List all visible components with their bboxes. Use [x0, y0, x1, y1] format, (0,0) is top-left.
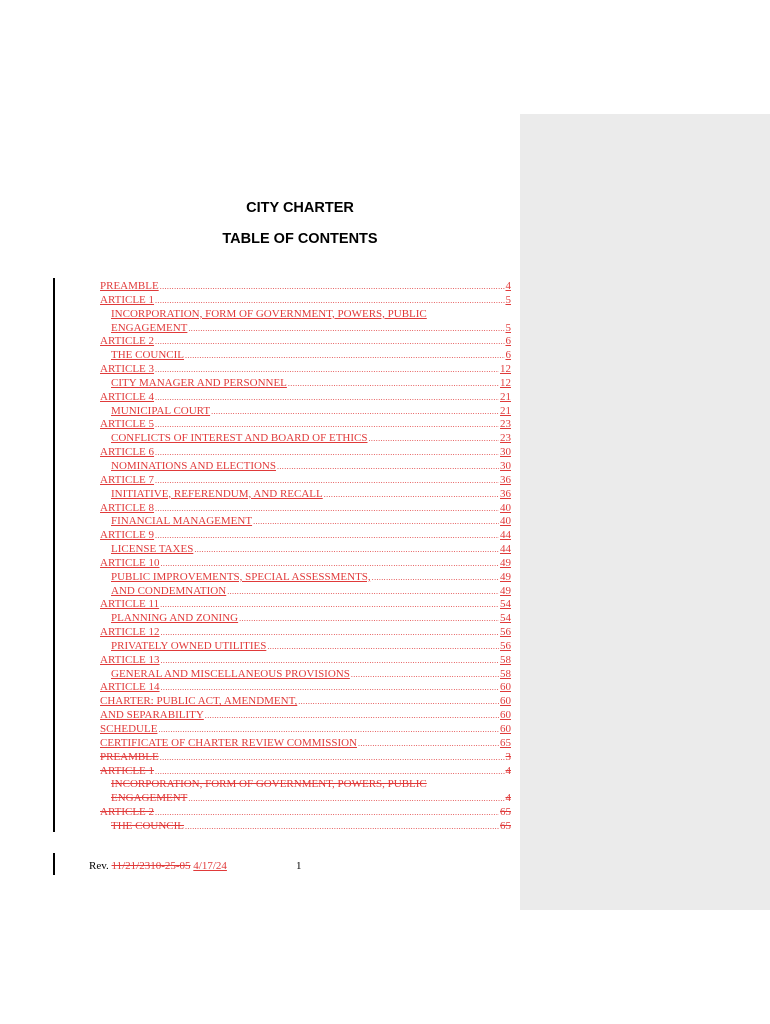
toc-entry-label: SCHEDULE	[100, 723, 158, 735]
toc-entry-page: 21	[500, 390, 511, 403]
toc-leader-dots	[155, 529, 499, 543]
toc-entry-page: 44	[500, 543, 511, 556]
toc-entry-label: ENGAGEMENT	[111, 321, 188, 334]
toc-entry-label: ARTICLE 6	[100, 446, 155, 459]
toc-entry[interactable]	[100, 488, 511, 502]
toc-leader-dots	[160, 751, 505, 765]
toc-entry-label: PREAMBLE	[100, 750, 159, 763]
toc-entry-page: 49	[500, 556, 511, 569]
toc-leader-dots	[205, 709, 499, 723]
toc-entry-page: 58	[500, 667, 511, 680]
change-bar	[53, 278, 55, 832]
toc-entry-page: 6	[505, 335, 511, 348]
toc-entry-label: CERTIFICATE OF CHARTER REVIEW COMMISSION	[100, 736, 357, 749]
toc-entry-label: INITIATIVE, REFERENDUM, AND RECALL	[111, 487, 323, 500]
toc-entry[interactable]	[100, 654, 511, 668]
comment-pane	[520, 114, 770, 910]
toc-entry-label: CITY MANAGER AND PERSONNEL	[111, 376, 287, 389]
toc-leader-dots	[155, 294, 504, 308]
footer-change-bar	[53, 853, 55, 875]
toc-entry-label: THE COUNCIL	[111, 349, 185, 362]
toc-leader-dots	[155, 446, 499, 460]
toc-entry[interactable]	[100, 751, 511, 765]
toc-entry-page: 60	[500, 709, 511, 722]
toc-leader-dots	[155, 474, 499, 488]
toc-entry-page: 23	[500, 418, 511, 431]
toc-entry-label: ARTICLE 2	[100, 335, 155, 348]
footer-revision	[89, 860, 227, 872]
toc-entry-label: ARTICLE 9	[100, 529, 155, 542]
toc-leader-dots	[253, 515, 499, 529]
toc-entry[interactable]	[100, 335, 511, 349]
toc-entry[interactable]	[100, 460, 511, 474]
toc-leader-dots	[155, 418, 499, 432]
toc-entry[interactable]	[100, 723, 511, 737]
toc-leader-dots	[160, 280, 505, 294]
toc-entry-label: GENERAL AND MISCELLANEOUS PROVISIONS	[111, 667, 350, 680]
toc-leader-dots	[324, 488, 499, 502]
toc-leader-dots	[155, 765, 504, 779]
toc-entry-page: 60	[500, 681, 511, 694]
toc-leader-dots	[277, 460, 499, 474]
toc-entry[interactable]	[100, 308, 511, 322]
toc-entry-label: CONFLICTS OF INTEREST AND BOARD OF ETHICS	[111, 432, 368, 445]
toc-entry-page: 44	[500, 529, 511, 542]
toc-entry[interactable]	[100, 598, 511, 612]
toc-entry-label: ARTICLE 8	[100, 501, 155, 514]
toc-entry[interactable]	[100, 585, 511, 599]
toc-entry-label: PRIVATELY OWNED UTILITIES	[111, 639, 267, 652]
toc-entry[interactable]	[100, 322, 511, 336]
toc-entry-label: ARTICLE 2	[100, 806, 155, 819]
toc-entry-page: 40	[500, 501, 511, 514]
toc-entry-page: 65	[500, 806, 511, 819]
toc-leader-dots	[161, 557, 499, 571]
toc-entry[interactable]	[100, 349, 511, 363]
toc-leader-dots	[160, 598, 499, 612]
toc-entry[interactable]	[100, 557, 511, 571]
toc-entry[interactable]	[100, 515, 511, 529]
toc-entry[interactable]	[100, 765, 511, 779]
toc-entry[interactable]	[100, 792, 511, 806]
toc-leader-dots	[211, 405, 499, 419]
toc-entry-page: 12	[500, 363, 511, 376]
toc-entry-page: 65	[500, 736, 511, 749]
toc-entry-label: FINANCIAL MANAGEMENT	[111, 515, 253, 528]
toc-entry[interactable]	[100, 695, 511, 709]
toc-entry-page: 36	[500, 487, 511, 500]
toc-entry-label: ARTICLE 10	[100, 556, 160, 569]
toc-entry-label: ENGAGEMENT	[111, 792, 188, 805]
toc-entry[interactable]	[100, 432, 511, 446]
toc-leader-dots	[267, 640, 499, 654]
toc-entry-label: ARTICLE 5	[100, 418, 155, 431]
page-number: 1	[296, 860, 302, 872]
toc-leader-dots	[155, 502, 499, 516]
toc-entry[interactable]	[100, 446, 511, 460]
toc-entry-label: AND CONDEMNATION	[111, 584, 227, 597]
toc-entry-page: 49	[500, 570, 511, 583]
toc-entry-page: 6	[505, 349, 511, 362]
toc-leader-dots	[369, 432, 500, 446]
toc-entry-label: ARTICLE 11	[100, 598, 160, 611]
footer-inserted-date: 4/17/24	[193, 860, 227, 872]
toc-entry-page: 23	[500, 432, 511, 445]
toc-entry-page: 5	[505, 321, 511, 334]
toc-entry-page: 4	[505, 764, 511, 777]
toc-entry[interactable]	[100, 502, 511, 516]
toc-entry[interactable]	[100, 612, 511, 626]
toc-leader-dots	[161, 626, 499, 640]
toc-entry-page: 4	[505, 280, 511, 292]
toc-entry[interactable]	[100, 405, 511, 419]
toc-leader-dots	[288, 377, 499, 391]
toc-entry-label: ARTICLE 1	[100, 293, 155, 306]
toc-entry-label: AND SEPARABILITY	[100, 709, 204, 722]
toc-entry[interactable]	[100, 418, 511, 432]
toc-entry[interactable]	[100, 363, 511, 377]
toc-leader-dots	[227, 585, 499, 599]
toc-entry[interactable]	[100, 737, 511, 751]
toc-entry[interactable]	[100, 640, 511, 654]
toc-leader-dots	[358, 737, 499, 751]
toc-entry-label: ARTICLE 4	[100, 390, 155, 403]
toc-leader-dots	[155, 363, 499, 377]
toc-entry-page: 36	[500, 473, 511, 486]
toc-entry-page: 56	[500, 639, 511, 652]
toc-entry-label: ARTICLE 12	[100, 626, 160, 639]
toc-entry-label: PREAMBLE	[100, 280, 159, 292]
toc-entry-page: 54	[500, 612, 511, 625]
toc-leader-dots	[188, 792, 504, 806]
toc-entry-page: 60	[500, 723, 511, 735]
toc-entry-label: ARTICLE 1	[100, 764, 155, 777]
toc-leader-dots	[161, 654, 499, 668]
toc-entry-label: LICENSE TAXES	[111, 543, 194, 556]
toc-leader-dots	[351, 668, 499, 682]
toc-entry-label: ARTICLE 7	[100, 473, 155, 486]
toc-entry[interactable]	[100, 529, 511, 543]
toc-entry-page: 12	[500, 376, 511, 389]
toc-entry-label: INCORPORATION, FORM OF GOVERNMENT, POWERS, PUBLIC	[111, 307, 427, 320]
toc-leader-dots	[372, 571, 499, 585]
toc-leader-dots	[155, 806, 499, 820]
toc-entry-label: ARTICLE 3	[100, 363, 155, 376]
table-of-contents	[100, 280, 511, 834]
toc-leader-dots	[188, 322, 504, 336]
toc-entry[interactable]	[100, 709, 511, 723]
toc-entry-page: 4	[505, 792, 511, 805]
toc-entry-label: ARTICLE 14	[100, 681, 160, 694]
toc-entry[interactable]	[100, 778, 511, 792]
toc-entry[interactable]	[100, 391, 511, 405]
toc-entry[interactable]	[100, 294, 511, 308]
toc-leader-dots	[155, 335, 504, 349]
toc-leader-dots	[298, 695, 499, 709]
toc-entry[interactable]	[100, 668, 511, 682]
toc-leader-dots	[185, 349, 504, 363]
toc-entry-page: 5	[505, 293, 511, 306]
toc-entry-page: 58	[500, 653, 511, 666]
toc-leader-dots	[161, 681, 499, 695]
toc-leader-dots	[185, 820, 499, 834]
toc-entry-page: 54	[500, 598, 511, 611]
toc-entry-page: 40	[500, 515, 511, 528]
toc-entry-label: PLANNING AND ZONING	[111, 612, 239, 625]
toc-entry-page: 49	[500, 584, 511, 597]
toc-entry-page: 60	[500, 695, 511, 708]
footer-deleted-date: 11/21/2310-25-05	[111, 860, 191, 872]
toc-entry-label: THE COUNCIL	[111, 819, 185, 832]
toc-leader-dots	[194, 543, 499, 557]
toc-entry[interactable]	[100, 377, 511, 391]
toc-entry[interactable]	[100, 474, 511, 488]
toc-entry-page: 56	[500, 626, 511, 639]
toc-entry-page: 30	[500, 446, 511, 459]
toc-leader-dots	[155, 391, 499, 405]
toc-entry[interactable]	[100, 820, 511, 834]
toc-entry[interactable]	[100, 681, 511, 695]
toc-entry[interactable]	[100, 806, 511, 820]
toc-entry-label: ARTICLE 13	[100, 653, 160, 666]
toc-entry-page: 30	[500, 459, 511, 472]
toc-leader-dots	[239, 612, 499, 626]
document-subtitle: TABLE OF CONTENTS	[222, 231, 378, 247]
toc-entry[interactable]	[100, 626, 511, 640]
toc-entry-label: NOMINATIONS AND ELECTIONS	[111, 459, 276, 472]
toc-entry-label: CHARTER: PUBLIC ACT, AMENDMENT,	[100, 695, 298, 708]
toc-leader-dots	[158, 723, 499, 737]
footer-prefix: Rev.	[89, 860, 112, 872]
toc-entry[interactable]	[100, 571, 511, 585]
toc-entry-page: 21	[500, 404, 511, 417]
toc-entry-label: INCORPORATION, FORM OF GOVERNMENT, POWERS, PUBLIC	[111, 778, 427, 791]
toc-entry-label: MUNICIPAL COURT	[111, 404, 211, 417]
toc-entry[interactable]	[100, 280, 511, 294]
toc-entry-page: 65	[500, 819, 511, 832]
document-title: CITY CHARTER	[246, 200, 354, 216]
toc-entry-page: 3	[505, 750, 511, 763]
toc-entry-label: PUBLIC IMPROVEMENTS, SPECIAL ASSESSMENTS,	[111, 570, 371, 583]
toc-entry[interactable]	[100, 543, 511, 557]
